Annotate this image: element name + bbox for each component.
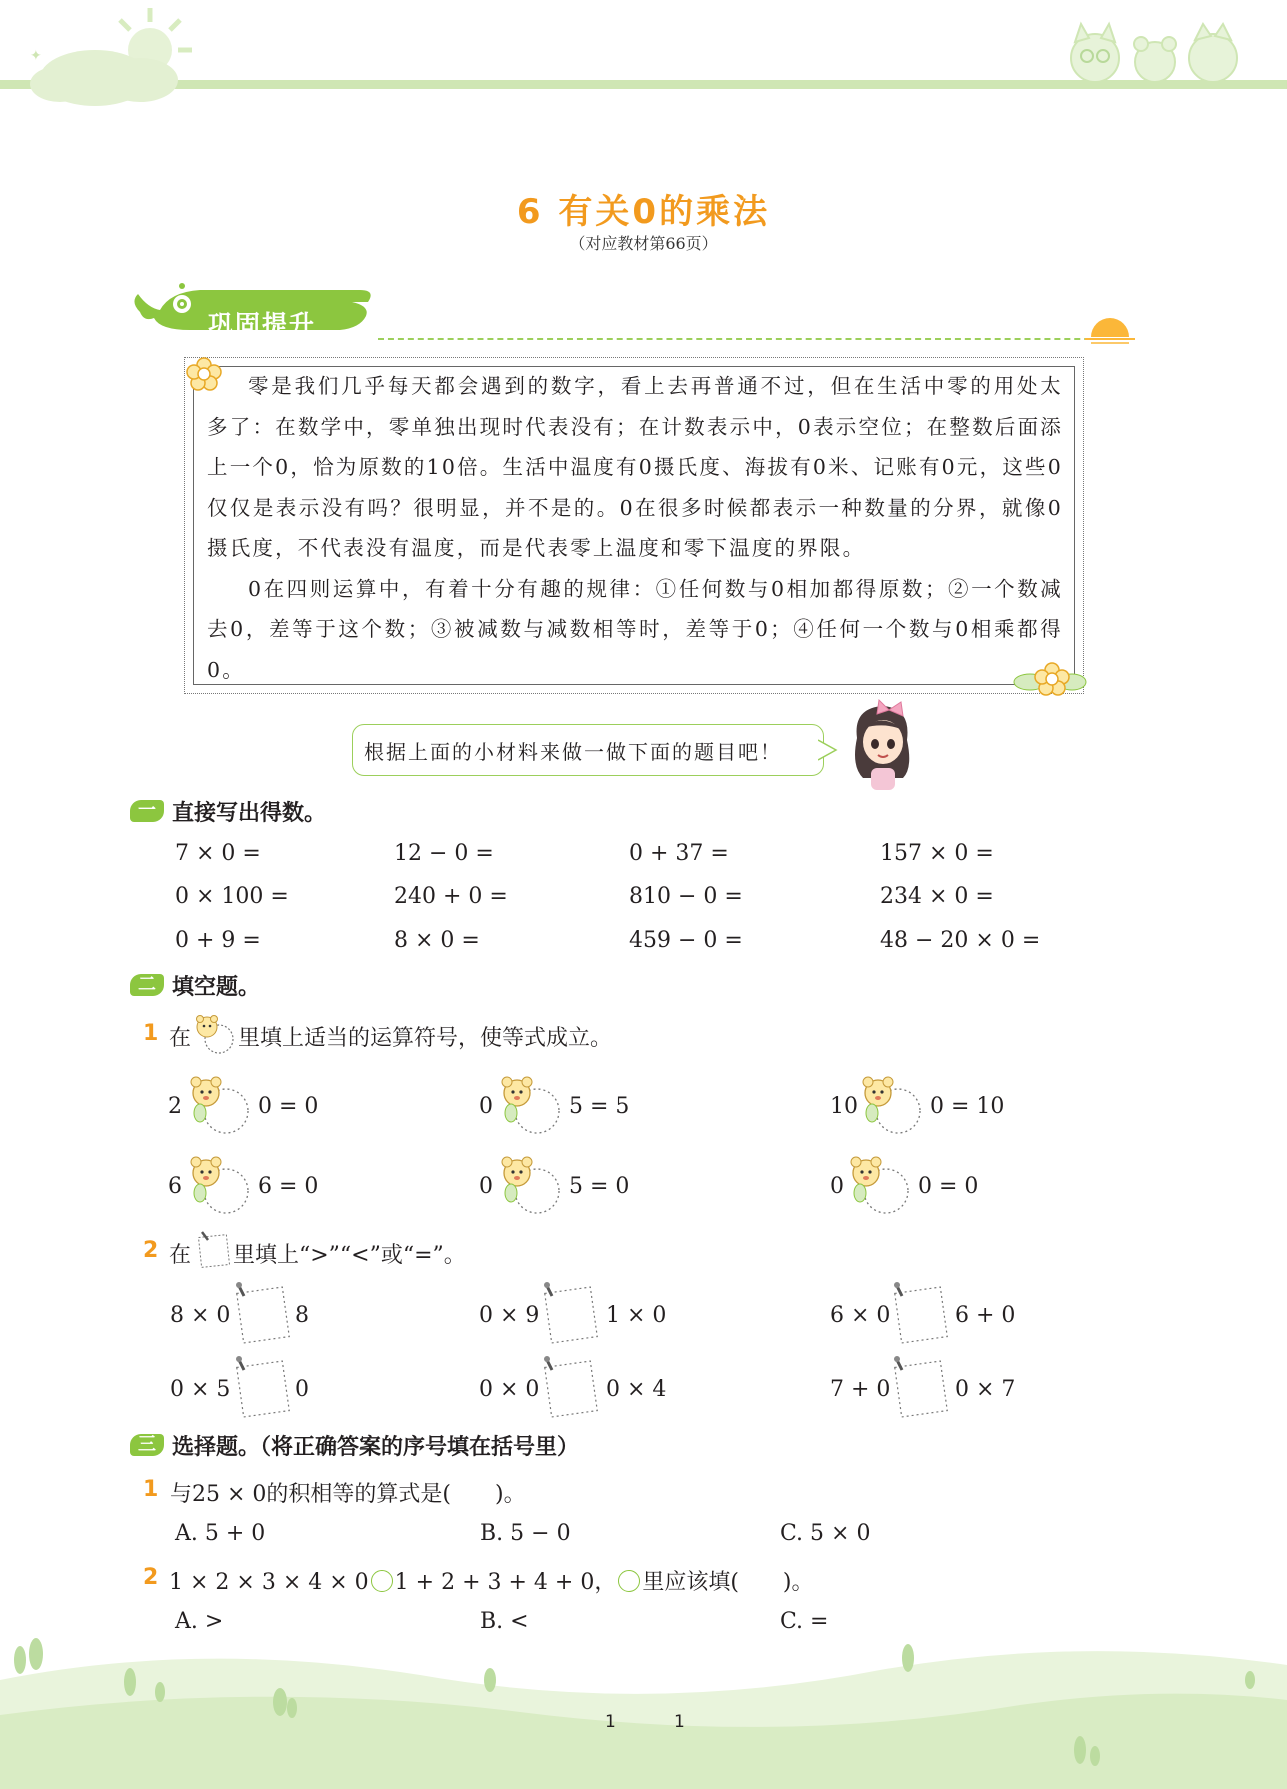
cartoon-animals-icon bbox=[1055, 18, 1255, 88]
compare-circle-icon bbox=[618, 1570, 640, 1592]
bear-blank-circle[interactable] bbox=[186, 1073, 256, 1137]
bubble-tail bbox=[818, 738, 838, 762]
bear-blank-circle[interactable] bbox=[186, 1153, 256, 1217]
speech-bubble-text: 根据上面的小材料来做一做下面的题目吧！ bbox=[364, 740, 782, 764]
q1-item: 12 − 0 = bbox=[394, 841, 494, 866]
compare-blank-box[interactable] bbox=[232, 1354, 292, 1420]
note-box-icon bbox=[196, 1230, 232, 1270]
q3-sub2-number: 2 bbox=[143, 1565, 159, 1590]
q2-sub2-item-right: 0 × 7 bbox=[955, 1377, 1016, 1402]
q3-sub1-number: 1 bbox=[143, 1477, 159, 1502]
q1-item: 240 + 0 = bbox=[394, 884, 508, 909]
bear-blank-circle[interactable] bbox=[846, 1153, 916, 1217]
compare-blank-box[interactable] bbox=[890, 1280, 950, 1346]
q2-sub1-item-left: 0 bbox=[479, 1094, 493, 1119]
q2-sub2-item-right: 8 bbox=[295, 1303, 309, 1328]
q2-sub2-item-right: 6 + 0 bbox=[955, 1303, 1016, 1328]
q2-sub2-item-left: 0 × 9 bbox=[479, 1303, 540, 1328]
q1-item: 7 × 0 = bbox=[175, 841, 261, 866]
q2-sub1-item-left: 2 bbox=[168, 1094, 182, 1119]
q3-sub2-expr-right: 1 + 2 + 3 + 4 + 0， bbox=[394, 1570, 617, 1595]
q2-sub1-item-right: 5 = 5 bbox=[569, 1094, 630, 1119]
page-number-left: 1 bbox=[605, 1712, 616, 1732]
q2-sub2-item-right: 0 × 4 bbox=[606, 1377, 667, 1402]
q2-sub2-item-left: 6 × 0 bbox=[830, 1303, 891, 1328]
section-banner-title: 巩固提升 bbox=[208, 310, 317, 339]
bear-blank-circle[interactable] bbox=[497, 1153, 567, 1217]
q2-sub2-item-left: 7 + 0 bbox=[830, 1377, 891, 1402]
q2-sub1-item-left: 0 bbox=[479, 1174, 493, 1199]
q2-sub2-item-left: 0 × 5 bbox=[170, 1377, 231, 1402]
page-title: 6 有关0的乘法 bbox=[516, 192, 771, 232]
sunrise-icon bbox=[1085, 315, 1135, 345]
compare-blank-box[interactable] bbox=[232, 1280, 292, 1346]
bear-blank-circle[interactable] bbox=[858, 1073, 928, 1137]
q2-sub1-number: 1 bbox=[143, 1021, 159, 1046]
q1-item: 0 + 9 = bbox=[175, 928, 261, 953]
q1-item: 157 × 0 = bbox=[880, 841, 994, 866]
reading-paragraph-1: 零是我们几乎每天都会遇到的数字，看上去再普通不过，但在生活中零的用处太多了：在数学中，零单独出现时代表没有；在计数表示中，0表示空位；在整数后面添上一个0，恰为原数的10倍。生活中温度有0摄氏度、海拔有0米、记账有0元，这些0仅仅是表示没有吗？很明显，并不是的。0在很多时候都表示一种数量的分界，就像0摄氏度，不代表没有温度，而是代表零上温度和零下温度的界限。 bbox=[207, 374, 1063, 560]
compare-circle-blank[interactable] bbox=[371, 1570, 393, 1592]
q2-sub1-item-right: 0 = 0 bbox=[258, 1094, 319, 1119]
svg-text:✦: ✦ bbox=[30, 48, 42, 64]
compare-blank-box[interactable] bbox=[540, 1280, 600, 1346]
q1-item: 0 + 37 = bbox=[629, 841, 729, 866]
q2-title: 填空题。 bbox=[172, 975, 261, 1000]
q3-badge: 三 bbox=[130, 1434, 164, 1456]
q3-sub2-question bbox=[169, 1565, 814, 1596]
q1-item: 8 × 0 = bbox=[394, 928, 480, 953]
q2-sub2-item-left: 8 × 0 bbox=[170, 1303, 231, 1328]
q2-sub1-item-left: 0 bbox=[830, 1174, 844, 1199]
q2-sub1-item-left: 6 bbox=[168, 1174, 182, 1199]
q1-badge: 一 bbox=[130, 800, 164, 822]
q2-sub1-item-left: 10 bbox=[830, 1094, 858, 1119]
q1-item: 810 − 0 = bbox=[629, 884, 743, 909]
q2-sub2-text-post: 里填上“>”“<”或“=”。 bbox=[233, 1243, 466, 1268]
banner-divider bbox=[378, 338, 1130, 340]
q1-item: 234 × 0 = bbox=[880, 884, 994, 909]
q2-sub1-item-right: 0 = 0 bbox=[918, 1174, 979, 1199]
q3-sub1-option-c[interactable]: C. 5 × 0 bbox=[780, 1521, 871, 1546]
q3-sub1-option-b[interactable]: B. 5 − 0 bbox=[480, 1521, 571, 1546]
q2-sub1-text-pre: 在 bbox=[169, 1026, 192, 1051]
q1-item: 0 × 100 = bbox=[175, 884, 289, 909]
q2-sub2-item-right: 1 × 0 bbox=[606, 1303, 667, 1328]
q2-sub2-item-left: 0 × 0 bbox=[479, 1377, 540, 1402]
q2-sub1-text-post: 里填上适当的运算符号，使等式成立。 bbox=[238, 1026, 613, 1051]
q3-sub2-option-a[interactable]: A. > bbox=[175, 1609, 224, 1634]
bear-circle-icon bbox=[193, 1013, 237, 1055]
q2-badge: 二 bbox=[130, 974, 164, 996]
reading-paragraph-2: 0在四则运算中，有着十分有趣的规律：①任何数与0相加都得原数；②一个数减去0，差等于这个数；③被减数与减数相等时，差等于0；④任何一个数与0相乘都得0。 bbox=[207, 576, 1063, 682]
q2-sub1-item-right: 5 = 0 bbox=[569, 1174, 630, 1199]
q2-sub1-item-right: 0 = 10 bbox=[930, 1094, 1005, 1119]
page-subtitle: （对应教材第66页） bbox=[569, 234, 718, 253]
q2-sub2-item-right: 0 bbox=[295, 1377, 309, 1402]
q3-sub2-option-b[interactable]: B. < bbox=[480, 1609, 529, 1634]
q2-sub2-text-pre: 在 bbox=[169, 1243, 192, 1268]
hills-landscape bbox=[0, 1620, 1287, 1789]
compare-blank-box[interactable] bbox=[890, 1354, 950, 1420]
girl-avatar bbox=[845, 698, 920, 798]
q3-sub2-ask: 里应该填( )。 bbox=[642, 1570, 814, 1595]
bear-blank-circle[interactable] bbox=[497, 1073, 567, 1137]
compare-blank-box[interactable] bbox=[540, 1354, 600, 1420]
q2-sub2-number: 2 bbox=[143, 1238, 159, 1263]
reading-text bbox=[207, 366, 1063, 690]
q1-title: 直接写出得数。 bbox=[172, 801, 327, 826]
q1-item: 48 − 20 × 0 = bbox=[880, 928, 1041, 953]
q3-sub1-question: 与25 × 0的积相等的算式是( )。 bbox=[170, 1482, 526, 1507]
q3-title: 选择题。（将正确答案的序号填在括号里） bbox=[172, 1435, 580, 1460]
q1-item: 459 − 0 = bbox=[629, 928, 743, 953]
q3-sub2-option-c[interactable]: C. = bbox=[780, 1609, 829, 1634]
sun-cloud-icon bbox=[0, 0, 220, 120]
q2-sub1-item-right: 6 = 0 bbox=[258, 1174, 319, 1199]
q3-sub1-option-a[interactable]: A. 5 + 0 bbox=[175, 1521, 266, 1546]
page-number-right: 1 bbox=[674, 1712, 685, 1732]
q3-sub2-expr-left: 1 × 2 × 3 × 4 × 0 bbox=[169, 1570, 369, 1595]
